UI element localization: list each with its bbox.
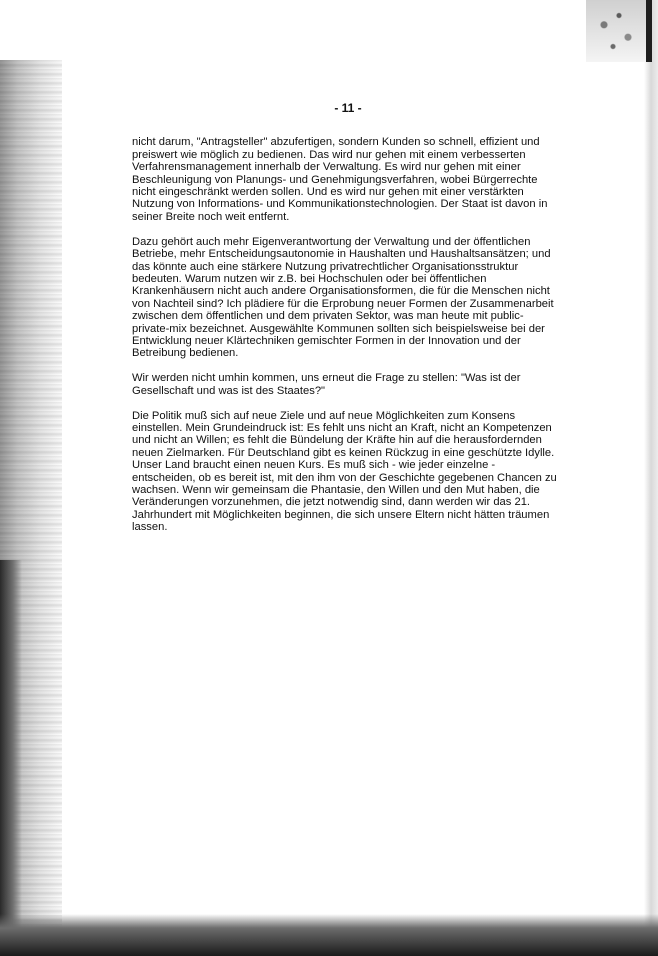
text-line: wachsen. Wenn wir gemeinsam die Phantasie, den Willen und den Mut haben, die <box>132 484 540 497</box>
text-line: Betreibung bedienen. <box>132 347 239 360</box>
document-page <box>132 102 564 546</box>
scan-edge-bottom <box>0 914 658 956</box>
text-line: Verfahrensmanagement innerhalb der Verwaltung. Es wird nur gehen mit einer <box>132 161 521 174</box>
paragraph-1 <box>132 136 564 223</box>
scan-artifact-top-right <box>586 0 652 62</box>
text-line: von Nachteil sind? Ich plädiere für die Erprobung neuer Formen der Zusammenarbeit <box>132 297 554 310</box>
scan-edge-left-shadow <box>0 560 22 950</box>
text-line: neuen Zielmarken. Für Deutschland gibt es keinen Rückzug in eine geschützte Idylle. <box>132 446 555 459</box>
text-line: Wir werden nicht umhin kommen, uns erneut die Frage zu stellen: "Was ist der <box>132 372 521 385</box>
text-line: zwischen dem öffentlichen und dem privaten Sektor, was man heute mit public- <box>132 310 524 323</box>
text-line: Dazu gehört auch mehr Eigenverantwortung der Verwaltung und der öffentlichen <box>132 235 531 248</box>
text-line: Jahrhundert mit Möglichkeiten beginnen, die sich unsere Eltern nicht hätten träumen <box>132 508 550 521</box>
text-line: nicht darum, "Antragsteller" abzufertigen, sondern Kunden so schnell, effizient und <box>132 136 540 149</box>
page-number: - 11 - <box>334 101 362 115</box>
text-line: entscheiden, ob es bereit ist, mit den ihm von der Geschichte gegebenen Chancen zu <box>132 471 557 484</box>
paragraph-2 <box>132 236 564 360</box>
text-line: Betriebe, mehr Entscheidungsautonomie in Haushalten und Haushaltsansätzen; und <box>132 248 551 261</box>
text-line: einstellen. Mein Grundeindruck ist: Es fehlt uns nicht an Kraft, nicht an Kompetenzen <box>132 422 552 435</box>
text-line: nicht eingeschränkt werden sollen. Und es wird nur gehen mit einer verstärkten <box>132 186 524 199</box>
text-line: Unser Land braucht einen neuen Kurs. Es muß sich - wie jeder einzelne - <box>132 459 496 472</box>
text-line: Entwicklung neuer Klärtechniken gemischter Formen in der Innovation und der <box>132 335 521 347</box>
text-line: Beschleunigung von Planungs- und Genehmigungsverfahren, wobei Bürgerrechte <box>132 173 538 186</box>
text-line: das könnte auch eine stärkere Nutzung privatrechtlicher Organisationsstruktur <box>132 260 519 273</box>
text-line: und nicht an Willen; es fehlt die Bündelung der Kräfte hin auf die herausfordernden <box>132 434 542 447</box>
text-line: Veränderungen vorzunehmen, die jetzt notwendig sind, dann werden wir das 21. <box>132 496 531 509</box>
text-line: Nutzung von Informations- und Kommunikationstechnologien. Der Staat ist davon in <box>132 198 548 211</box>
paragraph-4 <box>132 410 564 534</box>
text-line: preiswert wie möglich zu bedienen. Das wird nur gehen mit einem verbesserten <box>132 148 526 161</box>
text-line: bedeuten. Warum nutzen wir z.B. bei Hochschulen oder bei öffentlichen <box>132 272 487 285</box>
text-line: Krankenhäusern nicht auch andere Organisationsformen, die für die Menschen nicht <box>132 285 550 298</box>
text-line: seiner Breite noch weit entfernt. <box>132 210 290 223</box>
text-line: Die Politik muß sich auf neue Ziele und auf neue Möglichkeiten zum Konsens <box>132 409 516 422</box>
text-line: lassen. <box>132 521 168 534</box>
scan-edge-right <box>644 0 658 956</box>
text-line: Gesellschaft und was ist des Staates?" <box>132 384 326 397</box>
paragraph-3 <box>132 372 564 397</box>
text-line: private-mix bezeichnet. Ausgewählte Kommunen sollten sich beispielsweise bei der <box>132 322 545 335</box>
